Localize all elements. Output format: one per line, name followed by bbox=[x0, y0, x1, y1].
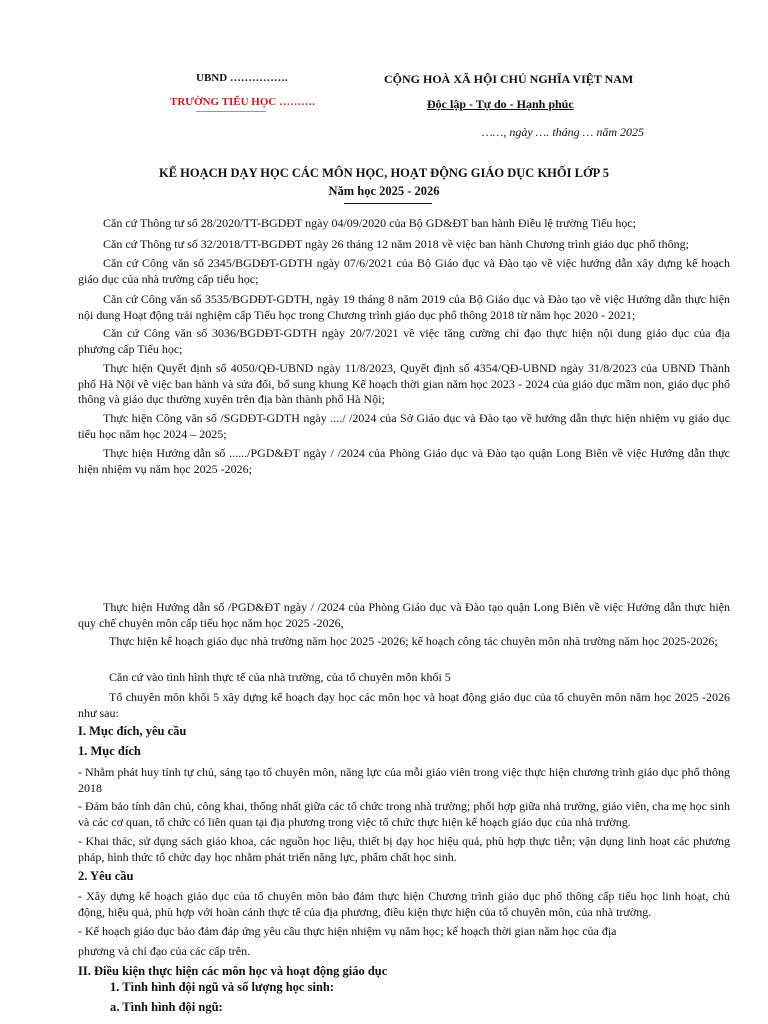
section-heading: II. Điều kiện thực hiện các môn học và hoạt động giáo dục bbox=[78, 964, 388, 978]
requirement-item: - Xây dựng kế hoạch giáo dục của tổ chuyên môn bảo đảm thực hiện Chương trình giáo dục phổ thông cấp tiểu học linh hoạt, chủ động, hiệu quả, phù hợp với hoàn cảnh thực tế của địa phương, điều kiện thực hiện của tổ chuyên môn, của nhà trường. bbox=[78, 889, 730, 919]
basis-paragraph: Thực hiện Hướng dẫn số /PGD&ĐT ngày / /2024 của Phòng Giáo dục và Đào tạo quận Long Biên về việc Hướng dẫn thực hiện quy chế chuyên môn cấp tiểu học năm học 2025 -2026, bbox=[78, 600, 730, 630]
subsection-heading: a. Tình hình đội ngũ: bbox=[110, 1000, 223, 1014]
subsection-heading: 1. Mục đích bbox=[78, 744, 141, 758]
school-name: TRƯỜNG TIỂU HỌC ………. bbox=[170, 96, 315, 108]
nation-title: CỘNG HOÀ XÃ HỘI CHỦ NGHĨA VIỆT NAM bbox=[384, 72, 634, 86]
basis-paragraph: Căn cứ Công văn số 3535/BGDĐT-GDTH, ngày 19 tháng 8 năm 2019 của Bộ Giáo dục và Đào tạo về việc Hướng dẫn thực hiện nội dung Hoạt động trải nghiệm cấp Tiểu học trong Chương trình giáo dục phổ thông 2018 từ năm học 2020 - 2021; bbox=[78, 292, 730, 322]
basis-paragraph: Thực hiện Quyết định số 4050/QĐ-UBND ngày 11/8/2023, Quyết định số 4354/QĐ-UBND ngày 31/8/2023 của UBND Thành phố Hà Nội về việc ban hành và sửa đổi, bổ sung khung Kế hoạch thời gian năm học 2023 - 2024 của giáo dục mầm non, giáo dục phổ thông và giáo dục thường xuyên trên địa bàn thành phố Hà Nội; bbox=[78, 361, 730, 406]
purpose-item: - Đảm bảo tính dân chủ, công khai, thống nhất giữa các tổ chức trong nhà trường; phối hợp giữa nhà trường, giáo viên, cha mẹ học sinh và các cơ quan, tổ chức có liên quan tại địa phương trong việc tổ chức thực hiện kế hoạch giáo dục của nhà trường. bbox=[78, 799, 730, 829]
school-underline bbox=[196, 111, 266, 112]
purpose-item: - Khai thác, sử dụng sách giáo khoa, các nguồn học liệu, thiết bị dạy học hiệu quả, phù hợp thực tiễn; vận dụng linh hoạt các phương pháp, hình thức tổ chức dạy học nhằm phát triển năng lực, phẩm chất học sinh. bbox=[78, 834, 730, 864]
requirement-item: phương và chỉ đạo của các cấp trên. bbox=[78, 944, 251, 958]
purpose-item: - Nhằm phát huy tính tự chủ, sáng tạo tổ chuyên môn, năng lực của mỗi giáo viên trong việc thực hiện chương trình giáo dục phổ thông 2018 bbox=[78, 765, 730, 795]
basis-paragraph: Căn cứ Công văn số 2345/BGDĐT-GDTH ngày 07/6/2021 của Bộ Giáo dục và Đào tạo về việc hướng dẫn xây dựng kế hoạch giáo dục của nhà trường cấp tiểu học; bbox=[78, 256, 730, 286]
basis-paragraph: Căn cứ Công văn số 3036/BGDĐT-GDTH ngày 20/7/2021 về việc tăng cường chỉ đạo thực hiện nội dung giáo dục của địa phương cấp Tiểu học; bbox=[78, 326, 730, 356]
basis-paragraph: Thực hiện kế hoạch giáo dục nhà trường năm học 2025 -2026; kế hoạch công tác chuyên môn nhà trường năm học 2025-2026; bbox=[109, 634, 718, 648]
ubnd-label: UBND ……………. bbox=[196, 72, 288, 84]
date-line: ……, ngày …. tháng … năm 2025 bbox=[482, 125, 645, 139]
basis-paragraph: Căn cứ vào tình hình thực tế của nhà trường, của tổ chuyên môn khối 5 bbox=[109, 670, 451, 684]
section-heading: I. Mục đích, yêu cầu bbox=[78, 724, 187, 738]
basis-paragraph: Tổ chuyên môn khối 5 xây dựng kế hoạch dạy học các môn học và hoạt động giáo dục của tổ chuyên môn năm học 2025 -2026 như sau: bbox=[78, 690, 730, 720]
school-year: Năm học 2025 - 2026 bbox=[328, 184, 440, 198]
basis-paragraph: Thực hiện Công văn số /SGDĐT-GDTH ngày ..../ /2024 của Sở Giáo dục và Đào tạo về hướng dẫn thực hiện nhiệm vụ giáo dục tiểu học năm học 2024 – 2025; bbox=[78, 411, 730, 441]
basis-paragraph: Thực hiện Hướng dẫn số ....../PGD&ĐT ngày / /2024 của Phòng Giáo dục và Đào tạo quận Long Biên về việc Hướng dẫn thực hiện nhiệm vụ năm học 2025 -2026; bbox=[78, 446, 730, 476]
requirement-item: - Kế hoạch giáo dục bảo đảm đáp ứng yêu cầu thực hiện nhiệm vụ năm học; kế hoạch thời gian năm học của địa bbox=[78, 924, 617, 938]
document-title: KẾ HOẠCH DẠY HỌC CÁC MÔN HỌC, HOẠT ĐỘNG GIÁO DỤC KHỐI LỚP 5 bbox=[158, 166, 610, 180]
subsection-heading: 1. Tình hình đội ngũ và số lượng học sinh: bbox=[110, 980, 335, 994]
motto: Độc lập - Tự do - Hạnh phúc bbox=[427, 97, 574, 111]
subsection-heading: 2. Yêu cầu bbox=[78, 869, 134, 883]
title-underline bbox=[344, 203, 432, 204]
basis-paragraph: Căn cứ Thông tư số 28/2020/TT-BGDĐT ngày 04/09/2020 của Bộ GD&ĐT ban hành Điều lệ trường Tiểu học; bbox=[103, 216, 637, 230]
basis-paragraph: Căn cứ Thông tư số 32/2018/TT-BGDĐT ngày 26 tháng 12 năm 2018 về việc ban hành Chương trình giáo dục phổ thông; bbox=[103, 237, 689, 251]
